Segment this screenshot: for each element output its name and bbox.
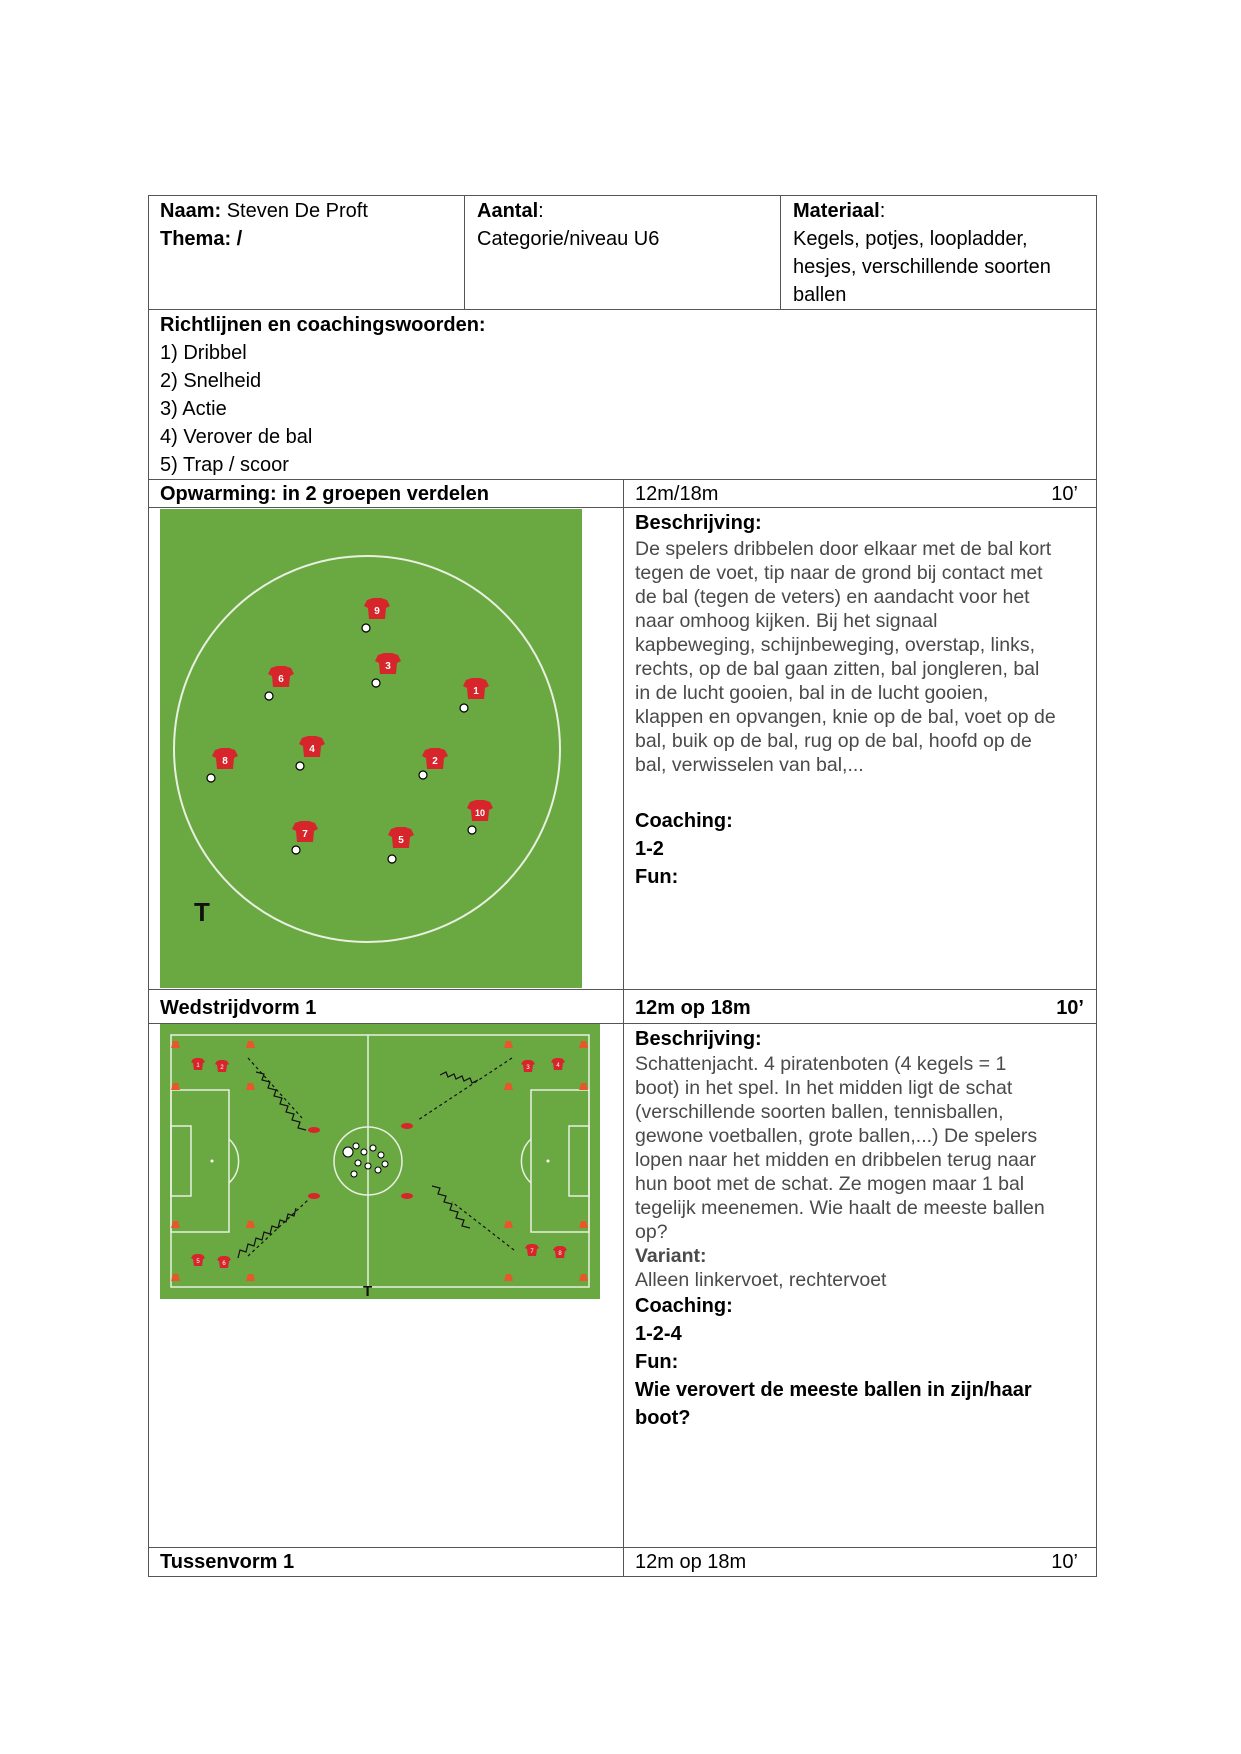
- wedstrijdvorm-variant-label: Variant:: [635, 1245, 707, 1267]
- wedstrijdvorm-diagram: [160, 1024, 600, 1299]
- naam-value: Steven De Proft: [226, 200, 368, 222]
- svg-text:1: 1: [196, 1063, 200, 1069]
- opwarming-desc-line-1: De spelers dribbelen door elkaar met de bal kort: [635, 538, 1052, 560]
- wedstrijdvorm-variant-value: Alleen linkervoet, rechtervoet: [635, 1269, 887, 1291]
- categorie-value: Categorie/niveau U6: [477, 228, 660, 250]
- wedstrijdvorm-desc-line-5: lopen naar het midden en dribbelen terug naar: [635, 1149, 1037, 1171]
- materiaal-line: [793, 197, 885, 225]
- naam-label: Naam:: [160, 200, 222, 222]
- svg-text:3: 3: [385, 661, 391, 672]
- opwarming-desc-line-8: klappen en opvangen, knie op de bal, voet op de: [635, 706, 1056, 728]
- richtlijnen-item-3: 3) Actie: [160, 398, 227, 420]
- wedstrijdvorm-time: 10’: [1056, 997, 1084, 1019]
- wedstrijdvorm-desc-line-6: hun boot met de schat. Ze mogen maar 1 bal: [635, 1173, 1025, 1195]
- opwarming-desc-line-4: naar omhoog kijken. Bij het signaal: [635, 610, 938, 632]
- materiaal-line-2: hesjes, verschillende soorten: [793, 256, 1051, 278]
- richtlijnen-title: Richtlijnen en coachingswoorden:: [160, 314, 486, 336]
- svg-text:8: 8: [222, 756, 228, 767]
- svg-text:4: 4: [309, 744, 315, 755]
- richtlijnen-item-5: 5) Trap / scoor: [160, 454, 289, 476]
- opwarming-desc-line-2: tegen de voet, tip naar de grond bij contact met: [635, 562, 1043, 584]
- thema-label: Thema: /: [160, 228, 243, 250]
- wedstrijdvorm-fun-label: Fun:: [635, 1351, 679, 1373]
- naam-line: [160, 197, 368, 225]
- opwarming-desc-line-7: in de lucht gooien, bal in de lucht gooien,: [635, 682, 989, 704]
- opwarming-desc-line-9: bal, buik op de bal, rug op de bal, hoofd op de: [635, 730, 1032, 752]
- materiaal-label: Materiaal: [793, 200, 880, 222]
- opwarming-coaching-value: 1-2: [635, 838, 664, 860]
- tussenvorm-time: 10’: [1051, 1551, 1078, 1573]
- svg-text:3: 3: [526, 1065, 530, 1071]
- wedstrijdvorm-desc-line-4: gewone voetballen, grote ballen,...) De spelers: [635, 1125, 1038, 1147]
- opwarming-fun-label: Fun:: [635, 866, 679, 888]
- opwarming-title: Opwarming: in 2 groepen verdelen: [160, 483, 489, 505]
- penalty-spot: [211, 1160, 214, 1163]
- ball: [292, 846, 300, 854]
- wedstrijdvorm-coaching-value: 1-2-4: [635, 1323, 682, 1345]
- wedstrijdvorm-desc-line-1: Schattenjacht. 4 piratenboten (4 kegels = 1: [635, 1053, 1007, 1075]
- opwarming-time: 10’: [1051, 483, 1078, 505]
- wedstrijdvorm-beschrijving-label: Beschrijving:: [635, 1028, 762, 1050]
- svg-text:7: 7: [530, 1249, 534, 1255]
- svg-text:6: 6: [278, 674, 284, 685]
- ball: [468, 826, 476, 834]
- tussenvorm-size: 12m op 18m: [635, 1551, 747, 1573]
- richtlijnen-item-2: 2) Snelheid: [160, 370, 262, 392]
- ball: [296, 762, 304, 770]
- trainer-label: T: [363, 1283, 373, 1299]
- svg-text:10: 10: [474, 808, 486, 818]
- wedstrijdvorm-desc-line-3: (verschillende soorten ballen, tennisballen,: [635, 1101, 1004, 1123]
- opwarming-coaching-label: Coaching:: [635, 810, 733, 832]
- opwarming-desc-line-5: kapbeweging, schijnbeweging, overstap, links,: [635, 634, 1035, 656]
- wedstrijdvorm-desc-line-7: tegelijk meenemen. Wie haalt de meeste ballen: [635, 1197, 1045, 1219]
- materiaal-line-3: ballen: [793, 284, 847, 306]
- wedstrijdvorm-fun-line-1: Wie verovert de meeste ballen in zijn/haar: [635, 1379, 1032, 1401]
- svg-text:7: 7: [302, 829, 308, 840]
- ball: [265, 692, 273, 700]
- svg-text:5: 5: [196, 1259, 200, 1265]
- ball: [388, 855, 396, 863]
- wedstrijdvorm-desc-line-2: boot) in het spel. In het midden ligt de schat: [635, 1077, 1013, 1099]
- opwarming-size: 12m/18m: [635, 483, 719, 505]
- opwarming-desc-line-3: de bal (tegen de veters) en aandacht voor het: [635, 586, 1030, 608]
- aantal-colon: :: [538, 200, 544, 222]
- wedstrijdvorm-size: 12m op 18m: [635, 997, 751, 1019]
- wedstrijdvorm-fun-line-2: boot?: [635, 1407, 691, 1429]
- ball: [207, 774, 215, 782]
- ball: [460, 704, 468, 712]
- svg-text:2: 2: [432, 756, 438, 767]
- opwarming-desc-line-6: rechts, op de bal gaan zitten, bal jongleren, bal: [635, 658, 1040, 680]
- wedstrijdvorm-desc-line-8: op?: [635, 1221, 668, 1243]
- tussenvorm-title: Tussenvorm 1: [160, 1551, 295, 1573]
- ball: [362, 624, 370, 632]
- wedstrijdvorm-title: Wedstrijdvorm 1: [160, 997, 317, 1019]
- trainer-label: T: [194, 897, 210, 927]
- aantal-label: Aantal: [477, 200, 539, 222]
- svg-text:5: 5: [398, 835, 404, 846]
- materiaal-colon: :: [879, 200, 886, 222]
- materiaal-line-1: Kegels, potjes, loopladder,: [793, 228, 1028, 250]
- richtlijnen-item-1: 1) Dribbel: [160, 342, 247, 364]
- opwarming-desc-line-10: bal, verwisselen van bal,...: [635, 754, 864, 776]
- wedstrijdvorm-coaching-label: Coaching:: [635, 1295, 733, 1317]
- svg-text:4: 4: [556, 1063, 560, 1069]
- richtlijnen-item-4: 4) Verover de bal: [160, 426, 313, 448]
- ball: [419, 771, 427, 779]
- svg-text:1: 1: [473, 686, 479, 697]
- svg-text:2: 2: [220, 1065, 224, 1071]
- svg-text:8: 8: [558, 1251, 562, 1257]
- svg-text:9: 9: [374, 606, 380, 617]
- aantal-line: [477, 197, 544, 225]
- penalty-spot: [547, 1160, 550, 1163]
- ball: [372, 679, 380, 687]
- svg-text:6: 6: [222, 1261, 226, 1267]
- opwarming-diagram: [160, 509, 582, 988]
- opwarming-beschrijving-label: Beschrijving:: [635, 512, 762, 534]
